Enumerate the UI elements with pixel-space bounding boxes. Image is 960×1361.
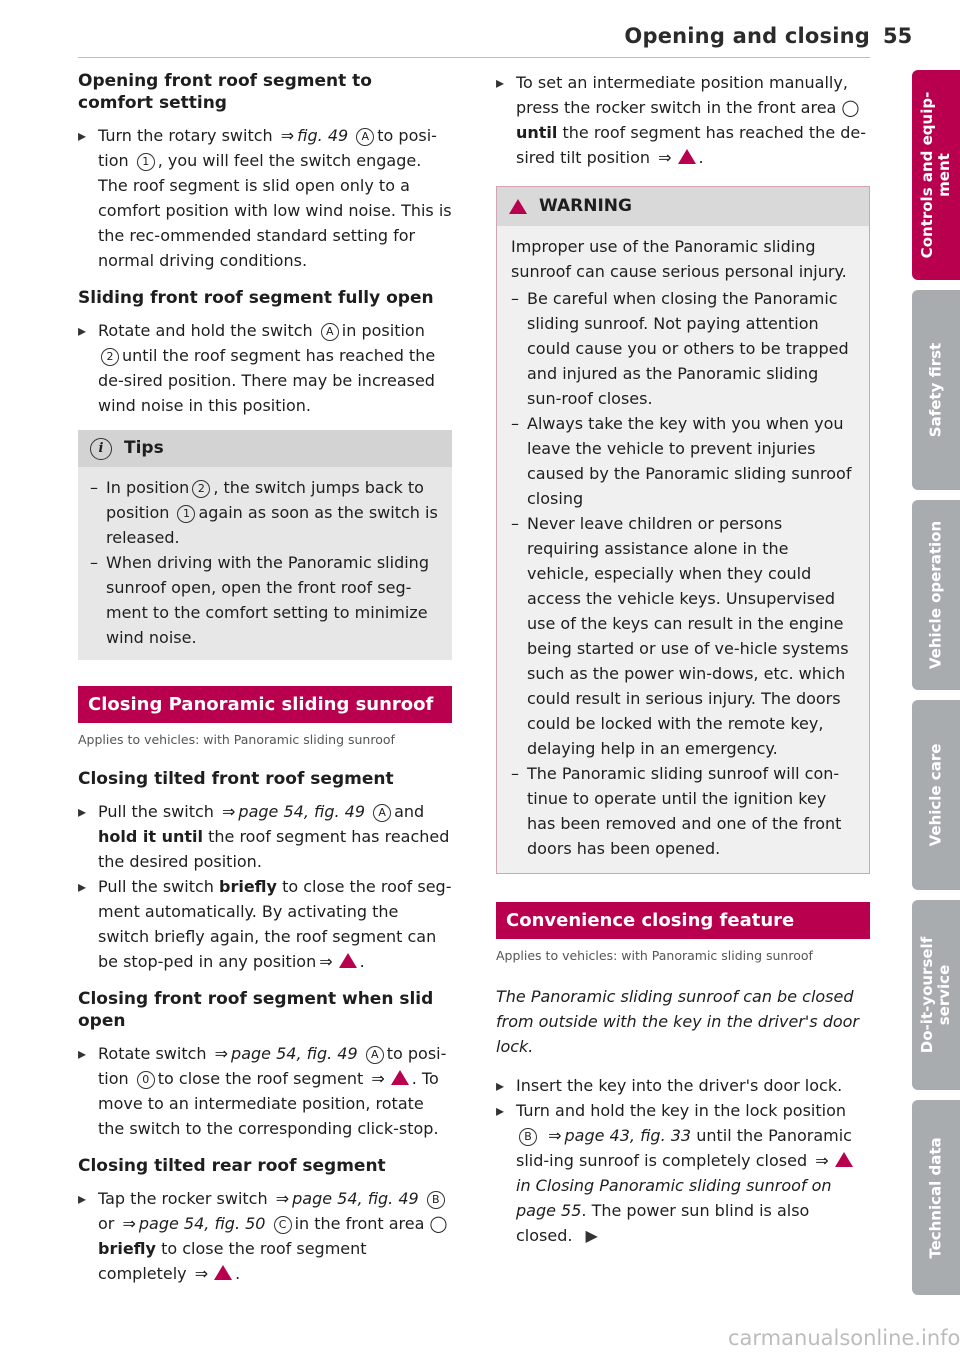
arrow-icon: ⇒ xyxy=(275,1189,290,1208)
step-convenience-2: ▸ Turn and hold the key in the lock position B ⇒ page 43, fig. 33 until the Panoramic slid-ing sunroof is completely closed ⇒ in Closing Panoramic sliding sunroof on page 55. The power sun blind is also closed. ▶ xyxy=(496,1098,870,1248)
warning-icon[interactable] xyxy=(214,1265,232,1280)
warning-item: – Always take the key with you when you leave the vehicle to prevent injuries caused by the Panoramic sliding sunroof closing xyxy=(511,411,855,511)
step-tilted-rear: ▸ Tap the rocker switch ⇒ page 54, fig. 49 Bor ⇒ page 54, fig. 50 C in the front area ◯ briefly to close the roof segment completely ⇒ . xyxy=(78,1186,452,1286)
arrow-icon: ⇒ xyxy=(122,1214,136,1233)
callout-2: 2 xyxy=(101,348,119,366)
callout-a: A xyxy=(356,128,374,146)
arrow-icon: ⇒ xyxy=(222,802,236,821)
page-ref[interactable]: page 54, fig. 49 xyxy=(292,1189,419,1208)
warning-icon[interactable] xyxy=(391,1070,409,1085)
tips-box xyxy=(78,430,452,660)
continue-arrow-icon[interactable]: ▶ xyxy=(585,1226,598,1245)
front-area-icon: ◯ xyxy=(429,1214,448,1233)
right-column xyxy=(496,70,870,1248)
sidebar-tab-controls[interactable]: Controls and equip- ment xyxy=(912,70,960,280)
warning-item: – Never leave children or persons requiring assistance alone in the vehicle, especially when they could access the vehicle keys. Unsupervised use of the keys can result in the engine being started or use of ve-hicle systems such as the power win-dows, etc. which could result in serious injury. The doors could be locked with the remote key, delaying help in an emergency. xyxy=(511,511,855,761)
warning-intro: Improper use of the Panoramic sliding sunroof can cause serious personal injury. xyxy=(511,237,847,281)
page-ref[interactable]: page 43, fig. 33 xyxy=(564,1126,692,1145)
warning-icon[interactable] xyxy=(339,953,357,968)
arrow-icon: ⇒ xyxy=(548,1126,562,1145)
warning-header: WARNING xyxy=(497,187,869,226)
section-title-closing: Closing Panoramic sliding sunroof xyxy=(78,686,452,723)
page-ref[interactable]: page 54, fig. 50 xyxy=(138,1214,266,1233)
info-icon: i xyxy=(90,438,112,460)
convenience-intro: The Panoramic sliding sunroof can be closed from outside with the key in the driver's door lock. xyxy=(496,987,859,1056)
warning-item: – The Panoramic sliding sunroof will con-tinue to operate until the ignition key has been removed and one of the front doors has been opened. xyxy=(511,761,855,861)
arrow-icon: ⇒ xyxy=(658,148,672,167)
page-number: 55 xyxy=(883,24,913,48)
heading-tilted-front: Closing tilted front roof segment xyxy=(78,769,394,789)
step-intermediate: ▸ To set an intermediate position manually, press the rocker switch in the front area ◯ until the roof segment has reached the de-sired tilt position ⇒ . xyxy=(496,70,870,170)
step-tilted-front-2: ▸ Pull the switch briefly to close the roof seg-ment automatically. By activating the switch briefly again, the roof segment can be stop-ped in any position ⇒ . xyxy=(78,874,452,974)
heading-comfort: Opening front roof segment to comfort setting xyxy=(78,71,372,113)
arrow-icon: ⇒ xyxy=(280,126,295,145)
section-title-convenience: Convenience closing feature xyxy=(496,902,870,939)
arrow-icon: ⇒ xyxy=(815,1151,829,1170)
warning-icon[interactable] xyxy=(835,1152,853,1167)
sidebar-tab-diy-service[interactable]: Do-it-yourself service xyxy=(912,900,960,1090)
sidebar-tab-safety[interactable]: Safety first xyxy=(912,290,960,490)
heading-full-open: Sliding front roof segment fully open xyxy=(78,288,434,308)
front-area-icon: ◯ xyxy=(841,98,860,117)
figure-ref[interactable]: fig. 49 xyxy=(297,126,349,145)
warning-icon[interactable] xyxy=(678,149,696,164)
running-header-title: Opening and closing xyxy=(624,24,870,48)
sidebar-tab-technical-data[interactable]: Technical data xyxy=(912,1100,960,1295)
step-tilted-front-1: ▸ Pull the switch ⇒ page 54, fig. 49 A and hold it until the roof segment has reached the desired position. xyxy=(78,799,452,874)
step-full-open: ▸ Rotate and hold the switch A in position 2 until the roof segment has reached the de-sired position. There may be increased wind noise in this position. xyxy=(78,318,452,418)
footer-watermark: carmanualsonline.info xyxy=(728,1326,960,1350)
arrow-icon: ⇒ xyxy=(371,1069,385,1088)
sidebar-tab-vehicle-care[interactable]: Vehicle care xyxy=(912,700,960,890)
applies-note: Applies to vehicles: with Panoramic sliding sunroof xyxy=(78,732,395,747)
callout-1: 1 xyxy=(137,153,155,171)
step-convenience-1: ▸ Insert the key into the driver's door lock. xyxy=(496,1073,870,1098)
sidebar-tab-vehicle-operation[interactable]: Vehicle operation xyxy=(912,500,960,690)
header-rule xyxy=(78,57,870,58)
page-ref[interactable]: page 54, fig. 49 xyxy=(231,1044,358,1063)
heading-slid-open: Closing front roof segment when slid open xyxy=(78,989,434,1031)
arrow-icon: ⇒ xyxy=(319,952,333,971)
arrow-icon: ⇒ xyxy=(194,1264,209,1283)
tip-item: – In position 2 , the switch jumps back to position 1 again as soon as the switch is released. xyxy=(90,475,440,550)
warning-box xyxy=(496,186,870,874)
tips-header: i Tips xyxy=(78,430,452,467)
warning-item: – Be careful when closing the Panoramic sliding sunroof. Not paying attention could cause you or others to be trapped and injured as the Panoramic sliding sun-roof closes. xyxy=(511,286,855,411)
arrow-icon: ⇒ xyxy=(214,1044,229,1063)
page-ref[interactable]: page 54, fig. 49 xyxy=(238,802,366,821)
left-column xyxy=(78,70,452,1286)
heading-tilted-rear: Closing tilted rear roof segment xyxy=(78,1156,386,1176)
tip-item: – When driving with the Panoramic sliding sunroof open, open the front roof seg-ment to the comfort setting to minimize wind noise. xyxy=(90,550,440,650)
callout-a: A xyxy=(321,323,339,341)
step-comfort: ▸ Turn the rotary switch ⇒ fig. 49 A to posi-tion 1 , you will feel the switch engage. The roof segment is slid open only to a comfort position with low wind noise. This is the rec-ommended standard setting for normal driving conditions. xyxy=(78,123,452,273)
warning-icon xyxy=(509,199,527,214)
step-slid-open: ▸ Rotate switch ⇒ page 54, fig. 49 A to posi-tion 0 to close the roof segment ⇒ . To move to an intermediate position, rotate the switch to the corresponding click-stop. xyxy=(78,1041,452,1141)
applies-note: Applies to vehicles: with Panoramic sliding sunroof xyxy=(496,948,813,963)
